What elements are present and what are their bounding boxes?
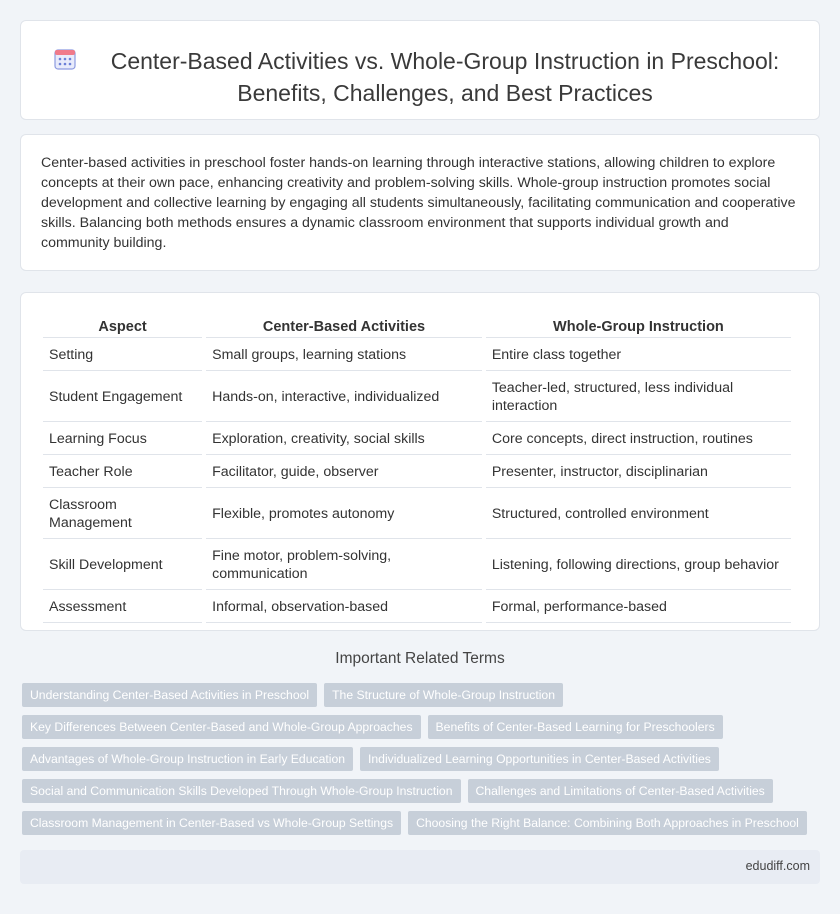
cell-whole-group: Entire class together bbox=[486, 340, 791, 371]
cell-center-based: Facilitator, guide, observer bbox=[206, 457, 482, 488]
intro-card bbox=[20, 134, 820, 271]
header-aspect: Aspect bbox=[43, 313, 202, 338]
cell-aspect: Setting bbox=[43, 340, 202, 371]
cell-center-based: Exploration, creativity, social skills bbox=[206, 424, 482, 455]
table-row bbox=[43, 340, 791, 371]
related-term-tag[interactable]: Challenges and Limitations of Center-Based Activities bbox=[468, 779, 773, 803]
cell-aspect: Skill Development bbox=[43, 541, 202, 590]
related-term-tag[interactable]: Choosing the Right Balance: Combining Both Approaches in Preschool bbox=[408, 811, 807, 835]
header-whole-group: Whole-Group Instruction bbox=[486, 313, 791, 338]
cell-whole-group: Structured, controlled environment bbox=[486, 490, 791, 539]
cell-whole-group: Listening, following directions, group behavior bbox=[486, 541, 791, 590]
site-name[interactable]: edudiff.com bbox=[745, 859, 810, 873]
cell-center-based: Informal, observation-based bbox=[206, 592, 482, 623]
related-term-tag[interactable]: The Structure of Whole-Group Instruction bbox=[324, 683, 563, 707]
related-term-tag[interactable]: Social and Communication Skills Developed Through Whole-Group Instruction bbox=[22, 779, 461, 803]
related-term-tag[interactable]: Classroom Management in Center-Based vs Whole-Group Settings bbox=[22, 811, 401, 835]
cell-center-based: Small groups, learning stations bbox=[206, 340, 482, 371]
cell-aspect: Student Engagement bbox=[43, 373, 202, 422]
related-terms-list bbox=[22, 683, 822, 843]
cell-whole-group: Core concepts, direct instruction, routines bbox=[486, 424, 791, 455]
header-center-based: Center-Based Activities bbox=[206, 313, 482, 338]
cell-center-based: Flexible, promotes autonomy bbox=[206, 490, 482, 539]
related-term-tag[interactable]: Benefits of Center-Based Learning for Preschoolers bbox=[428, 715, 723, 739]
cell-center-based: Fine motor, problem-solving, communication bbox=[206, 541, 482, 590]
related-term-tag[interactable]: Individualized Learning Opportunities in Center-Based Activities bbox=[360, 747, 719, 771]
cell-aspect: Assessment bbox=[43, 592, 202, 623]
comparison-table-card bbox=[20, 292, 820, 631]
cell-aspect: Learning Focus bbox=[43, 424, 202, 455]
intro-paragraph: Center-based activities in preschool foster hands-on learning through interactive stations, allowing children to explore concepts at their own pace, enhancing creativity and problem-solving skills. Whole-group instruction promotes social development and collective learning by engaging all students simultaneously, facilitating communication and cooperative skills. Balancing both methods ensures a dynamic classroom environment that supports individual growth and community building. bbox=[41, 155, 796, 251]
cell-aspect: Teacher Role bbox=[43, 457, 202, 488]
related-terms-heading: Important Related Terms bbox=[335, 650, 505, 667]
table-row bbox=[43, 373, 791, 422]
page-title: Center-Based Activities vs. Whole-Group Instruction in Preschool: Benefits, Challenges, and Best Practices bbox=[110, 48, 780, 106]
title-card bbox=[20, 20, 820, 120]
cell-center-based: Hands-on, interactive, individualized bbox=[206, 373, 482, 422]
related-term-tag[interactable]: Advantages of Whole-Group Instruction in Early Education bbox=[22, 747, 353, 771]
table-row bbox=[43, 457, 791, 488]
table-row bbox=[43, 490, 791, 539]
table-row bbox=[43, 541, 791, 590]
table-row bbox=[43, 592, 791, 623]
cell-aspect: Classroom Management bbox=[43, 490, 202, 539]
cell-whole-group: Formal, performance-based bbox=[486, 592, 791, 623]
related-term-tag[interactable]: Key Differences Between Center-Based and Whole-Group Approaches bbox=[22, 715, 421, 739]
cell-whole-group: Teacher-led, structured, less individual interaction bbox=[486, 373, 791, 422]
cell-whole-group: Presenter, instructor, disciplinarian bbox=[486, 457, 791, 488]
table-header-row bbox=[43, 313, 791, 338]
related-term-tag[interactable]: Understanding Center-Based Activities in Preschool bbox=[22, 683, 317, 707]
footer bbox=[20, 850, 820, 884]
comparison-table bbox=[39, 311, 795, 625]
table-row bbox=[43, 424, 791, 455]
